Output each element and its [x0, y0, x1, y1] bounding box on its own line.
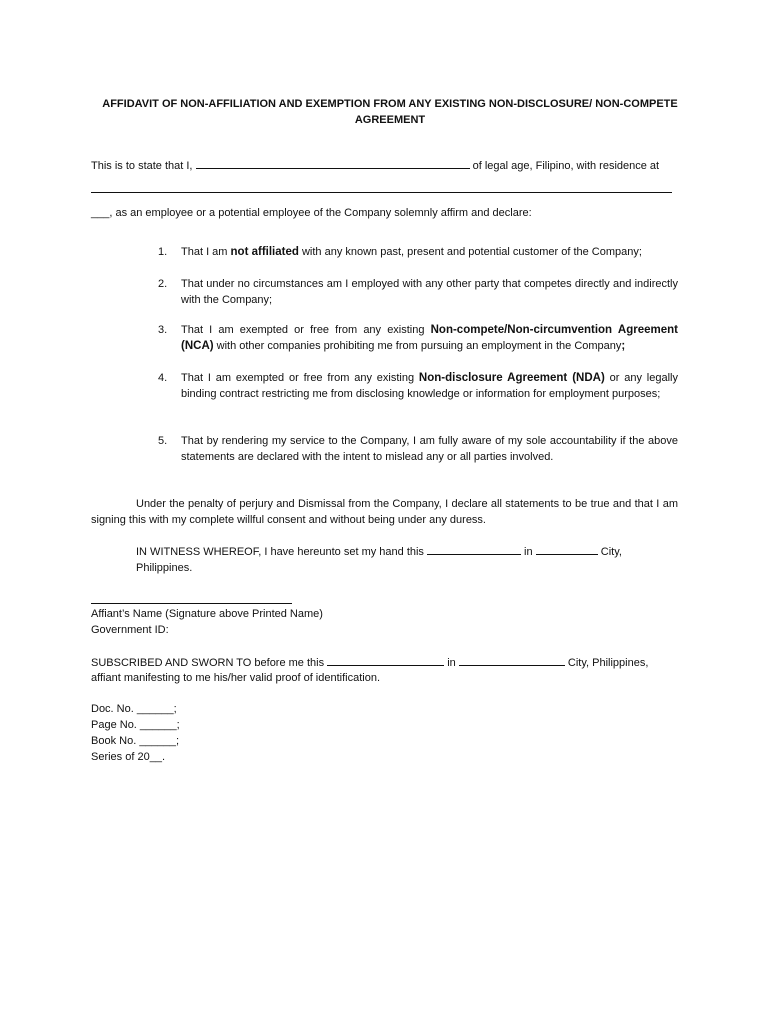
- doc-blank: ______: [136, 703, 174, 715]
- witness-city-blank[interactable]: [536, 543, 598, 555]
- item-text: That I am exempted or free from any existing: [181, 324, 431, 336]
- series-blank: __: [149, 751, 162, 763]
- item-number: 5.: [158, 435, 168, 447]
- subscribed-text: City, Philippines,: [564, 657, 649, 669]
- item-text: That by rendering my service to the Company, I am fully aware of my sole accountability if the above statements are declared with the intent to mislead any or all parties involved.: [181, 435, 678, 463]
- intro-declaration-text: , as an employee or a potential employee of the Company solemnly affirm and declare:: [109, 207, 532, 219]
- intro-text-start: This is to state that I,: [91, 160, 196, 172]
- item-number: 3.: [158, 324, 168, 336]
- page-number: [91, 717, 391, 733]
- item-number: 2.: [158, 278, 168, 290]
- subscribed-text: in: [444, 657, 459, 669]
- subscribed-text: SUBSCRIBED AND SWORN TO before me this: [91, 657, 328, 669]
- page-blank: ______: [139, 719, 177, 731]
- doc-number: [91, 701, 391, 717]
- government-id-label: Government ID:: [91, 624, 169, 636]
- list-item: [181, 322, 678, 354]
- page-label: Page No.: [91, 719, 140, 731]
- intro-text-end: of legal age, Filipino, with residence at: [469, 160, 660, 172]
- item-number: 4.: [158, 372, 168, 384]
- item-text: That under no circumstances am I employed with any other party that competes directly and indirectly with the Company;: [181, 278, 678, 306]
- item-emphasis: Non-disclosure Agreement (NDA): [418, 372, 605, 384]
- document-title: AFFIDAVIT OF NON-AFFILIATION AND EXEMPTION FROM ANY EXISTING NON-DISCLOSURE/ NON-COMPETE AGREEMENT: [102, 98, 678, 126]
- witness-text: in: [521, 546, 536, 558]
- item-number: 1.: [158, 246, 168, 258]
- subscribed-city-blank[interactable]: [459, 654, 565, 666]
- subscribed-line-2: affiant manifesting to me his/her valid proof of identification.: [91, 672, 381, 684]
- item-text: with any known past, present and potential customer of the Company;: [298, 246, 642, 258]
- item-text: That I am exempted or free from any existing: [181, 372, 419, 384]
- item-text: or any legally binding contract restricting me from disclosing knowledge or information for employment purposes;: [181, 372, 678, 400]
- list-item: [181, 276, 678, 308]
- list-item: [181, 433, 678, 465]
- list-item: [181, 370, 678, 402]
- signature-line[interactable]: [91, 603, 292, 604]
- item-text: That I am: [181, 246, 231, 258]
- item-text: with other companies prohibiting me from pursuing an employment in the Company: [213, 340, 622, 352]
- subscribed-line-1: [91, 654, 691, 671]
- series-number: [91, 749, 391, 765]
- intro-line-1: [91, 157, 691, 174]
- witness-day-blank[interactable]: [427, 543, 521, 555]
- residence-line: [91, 181, 672, 198]
- book-number: [91, 733, 391, 749]
- item-emphasis: Non-compete/Non-circumvention Agreement (NCA): [181, 324, 678, 352]
- witness-line: [136, 543, 681, 576]
- book-label: Book No.: [91, 735, 140, 747]
- residence-blank[interactable]: [91, 181, 672, 193]
- series-label: Series of 20: [91, 751, 150, 763]
- affiant-name-label: Affiant’s Name (Signature above Printed Name): [91, 608, 323, 620]
- intro-short-blank: ___: [91, 207, 110, 219]
- page-semicolon: ;: [176, 719, 180, 731]
- penalty-paragraph: Under the penalty of perjury and Dismissal from the Company, I declare all statements to be true and that I am signing this with my complete willful consent and without being under any duress.: [91, 498, 678, 526]
- doc-label: Doc. No.: [91, 703, 137, 715]
- subscribed-day-blank[interactable]: [327, 654, 444, 666]
- name-blank[interactable]: [196, 157, 470, 169]
- item-emphasis: not affiliated: [230, 246, 299, 258]
- witness-text: City, Philippines.: [136, 546, 622, 574]
- list-item: [181, 244, 678, 260]
- book-semicolon: ;: [176, 735, 180, 747]
- item-emphasis: ;: [621, 340, 626, 352]
- witness-text: IN WITNESS WHEREOF, I have hereunto set my hand this: [136, 546, 427, 558]
- book-blank: ______: [139, 735, 177, 747]
- series-dot: .: [161, 751, 166, 763]
- doc-semicolon: ;: [173, 703, 177, 715]
- intro-line-3: [91, 205, 691, 221]
